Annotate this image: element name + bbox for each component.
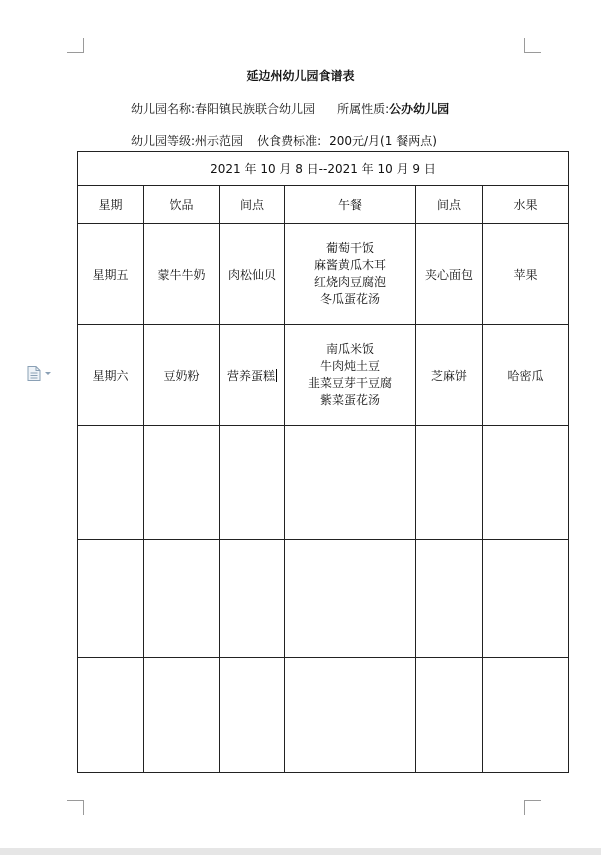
empty-cell[interactable]	[285, 426, 416, 540]
snack-cell[interactable]: 夹心面包	[416, 224, 483, 325]
chevron-down-icon[interactable]	[45, 372, 51, 375]
fruit-cell[interactable]: 苹果	[483, 224, 569, 325]
snack-text: 营养蛋糕	[226, 368, 275, 383]
status-strip	[0, 848, 601, 855]
lunch-item: 冬瓜蛋花汤	[319, 292, 380, 306]
empty-cell[interactable]	[78, 658, 144, 773]
fruit-cell[interactable]: 哈密瓜	[483, 325, 569, 426]
date-row	[78, 152, 569, 186]
day-cell[interactable]: 星期五	[78, 224, 144, 325]
lunch-item: 南瓜米饭	[325, 342, 374, 356]
drink-cell[interactable]: 豆奶粉	[144, 325, 220, 426]
lunch-item: 葡萄干饭	[325, 241, 374, 255]
date-range-cell[interactable]: 2021 年 10 月 8 日--2021 年 10 月 9 日	[78, 152, 569, 186]
lunch-item: 韭菜豆芽干豆腐	[307, 376, 392, 390]
text-cursor	[276, 369, 277, 382]
empty-cell[interactable]	[483, 540, 569, 658]
lunch-cell[interactable]	[285, 224, 416, 325]
table-row	[78, 325, 569, 426]
lunch-item: 紫菜蛋花汤	[319, 393, 380, 407]
fee-label: 伙食费标准:	[257, 134, 322, 148]
empty-cell[interactable]	[416, 426, 483, 540]
empty-cell[interactable]	[144, 426, 220, 540]
snack-cell[interactable]: 芝麻饼	[416, 325, 483, 426]
kindergarten-name-label: 幼儿园名称:	[131, 102, 196, 116]
empty-cell[interactable]	[220, 426, 285, 540]
empty-cell[interactable]	[416, 658, 483, 773]
crop-mark-top-right	[524, 38, 541, 53]
kindergarten-name: 春阳镇民族联合幼儿园	[195, 102, 316, 116]
empty-cell[interactable]	[78, 426, 144, 540]
empty-row	[78, 426, 569, 540]
empty-cell[interactable]	[78, 540, 144, 658]
header-snack-1[interactable]: 间点	[220, 186, 285, 224]
empty-cell[interactable]	[144, 658, 220, 773]
crop-mark-top-left	[67, 38, 84, 53]
document-title: 延边州幼儿园食谱表	[246, 69, 355, 83]
empty-cell[interactable]	[483, 658, 569, 773]
grade-value: 州示范园	[195, 134, 244, 148]
lunch-item: 麻酱黄瓜木耳	[313, 258, 386, 272]
empty-cell[interactable]	[285, 540, 416, 658]
nature-label: 所属性质:	[337, 102, 390, 116]
crop-mark-bottom-left	[67, 800, 84, 815]
header-day[interactable]: 星期	[78, 186, 144, 224]
empty-cell[interactable]	[285, 658, 416, 773]
lunch-item: 牛肉炖土豆	[319, 359, 380, 373]
header-snack-2[interactable]: 间点	[416, 186, 483, 224]
empty-row	[78, 658, 569, 773]
fee-value: 200元/月(1 餐两点)	[329, 134, 437, 148]
header-fruit[interactable]: 水果	[483, 186, 569, 224]
snack-cell[interactable]: 肉松仙贝	[220, 224, 285, 325]
snack-cell[interactable]	[220, 325, 285, 426]
empty-row	[78, 540, 569, 658]
info-line-name	[131, 100, 449, 117]
table-row	[78, 224, 569, 325]
header-row	[78, 186, 569, 224]
crop-mark-bottom-right	[524, 800, 541, 815]
grade-label: 幼儿园等级:	[131, 134, 196, 148]
info-line-grade	[131, 132, 437, 149]
empty-cell[interactable]	[220, 540, 285, 658]
lunch-item: 红烧肉豆腐泡	[313, 275, 386, 289]
empty-cell[interactable]	[483, 426, 569, 540]
day-cell[interactable]: 星期六	[78, 325, 144, 426]
lunch-cell[interactable]	[285, 325, 416, 426]
header-drink[interactable]: 饮品	[144, 186, 220, 224]
document-icon[interactable]	[27, 366, 41, 381]
empty-cell[interactable]	[144, 540, 220, 658]
header-lunch[interactable]: 午餐	[285, 186, 416, 224]
nature-value: 公办幼儿园	[389, 102, 450, 116]
drink-cell[interactable]: 蒙牛牛奶	[144, 224, 220, 325]
empty-cell[interactable]	[220, 658, 285, 773]
empty-cell[interactable]	[416, 540, 483, 658]
menu-table	[77, 151, 569, 773]
